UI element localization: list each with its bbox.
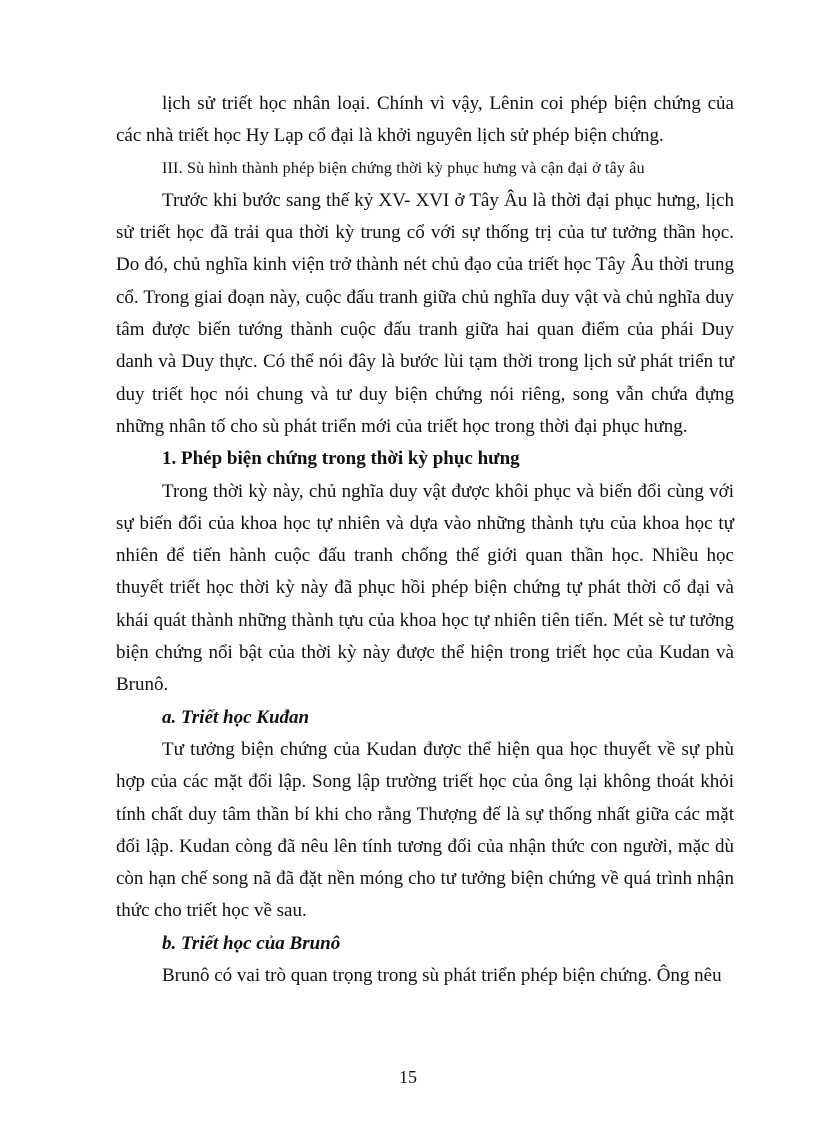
page-number: 15 <box>399 1067 417 1087</box>
subheading-b-bruno: b. Triết học của Brunô <box>162 932 341 954</box>
paragraph-bruno: Brunô có vai trò quan trọng trong sù phát triển phép biện chứng. Ông nêu <box>162 965 722 987</box>
paragraph-medieval-background: Trước khi bước sang thế kỷ XV- XVI ở Tây Âu là thời đại phục hưng, lịch sử triết học đã trải qua thời kỳ trung cổ với sự thống trị của tư tưởng thần học. Do đó, chủ nghĩa kinh viện trở thành nét chủ đạo của triết học Tây Âu thời trung cổ. Trong giai đoạn này, cuộc đấu tranh giữa chủ nghĩa duy vật và chủ nghĩa duy tâm được biến tướng thành cuộc đấu tranh giữa hai quan điểm của phái Duy danh và Duy thực. Có thể nói đây là bước lùi tạm thời trong lịch sử phát triển tư duy triết học nói chung và tư duy biện chứng nói riêng, song vẫn chứa đựng những nhân tố cho sù phát triển mới của triết học trong thời đại phục hưng. <box>116 189 734 437</box>
subheading-a-kudan: a. Triết học Kuđan <box>162 706 310 728</box>
paragraph-renaissance-materialism: Trong thời kỳ này, chủ nghĩa duy vật được khôi phục và biến đổi cùng với sự biến đổi của khoa học tự nhiên và dựa vào những thành tựu của khoa học tự nhiên để tiến hành cuộc đấu tranh chống thế giới quan thần học. Nhiều học thuyết triết học thời kỳ này đã phục hồi phép biện chứng tự phát thời cổ đại và khái quát thành những thành tựu của khoa học tự nhiên tiên tiến. Mét sè tư tưởng biện chứng nổi bật của thời kỳ này được thể hiện trong triết học của Kudan và Brunô. <box>116 480 734 696</box>
paragraph-kudan: Tư tưởng biện chứng của Kudan được thể hiện qua học thuyết về sự phù hợp của các mặt đối lập. Song lập trường triết học của ông lại không thoát khỏi tính chất duy tâm thần bí khi cho rằng Thượng đế là sự thống nhất giữa các mặt đối lập. Kudan còng đã nêu lên tính tương đối của nhận thức con người, mặc dù còn hạn chế song nã đã đặt nền móng cho tư tưởng biện chứng về quá trình nhận thức cho triết học về sau. <box>116 738 734 922</box>
paragraph-intro-continuation: lịch sử triết học nhân loại. Chính vì vậy, Lênin coi phép biện chứng của các nhà triết học Hy Lạp cổ đại là khởi nguyên lịch sử phép biện chứng. <box>116 93 734 147</box>
subsection-heading-1: 1. Phép biện chứng trong thời kỳ phục hưng <box>162 448 520 470</box>
page-body <box>116 88 734 992</box>
section-heading-iii: III. Sù hình thành phép biện chứng thời kỳ phục hưng và cận đại ở tây âu <box>162 159 645 177</box>
